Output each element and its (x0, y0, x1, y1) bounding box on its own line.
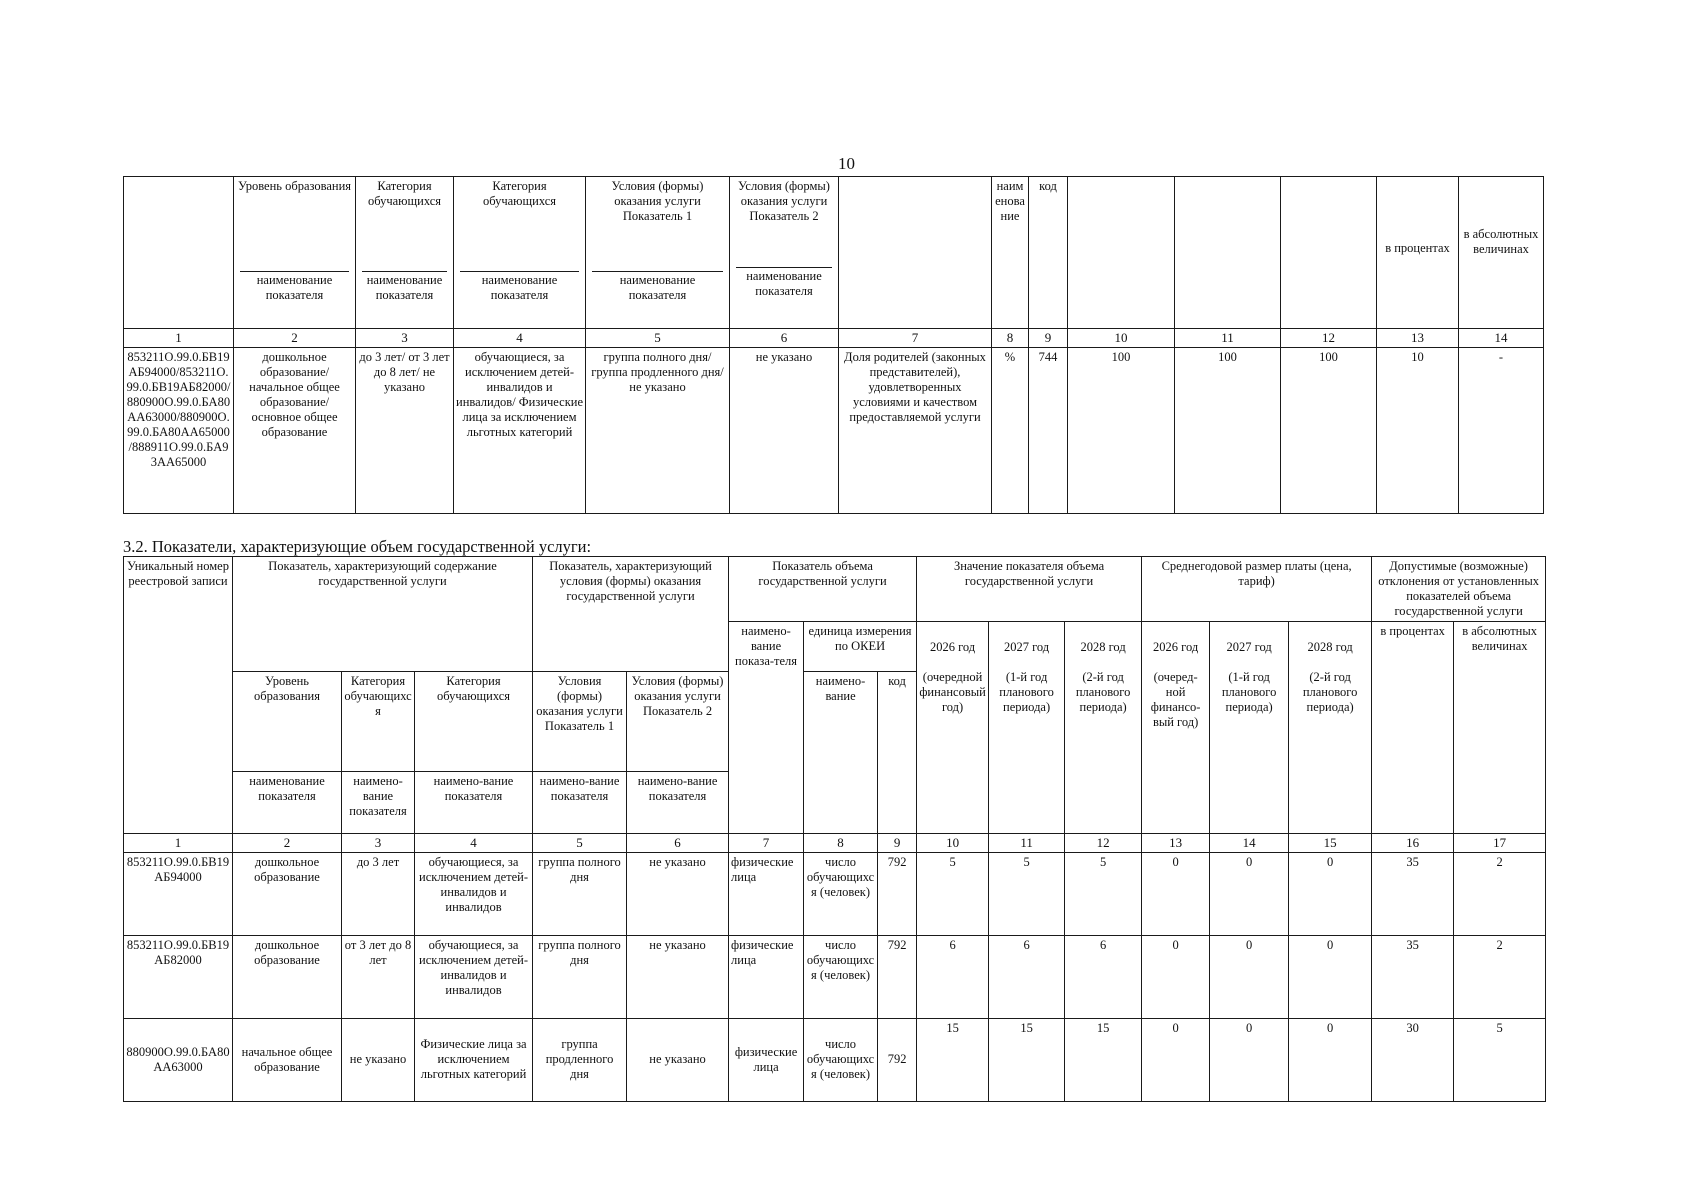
t2-cell: не указано (627, 935, 729, 1018)
t2-cell: до 3 лет (342, 852, 415, 935)
t2-cell: 792 (878, 1018, 917, 1101)
t1-col-number: 12 (1281, 329, 1377, 348)
t1-h14: в абсолютных величинах (1459, 177, 1544, 329)
volume-indicators-table (123, 556, 1546, 1102)
t1-deviation-pct: 10 (1377, 347, 1459, 513)
t1-col-number: 10 (1068, 329, 1175, 348)
t2-h-fee: Среднегодовой размер платы (цена, тариф) (1142, 557, 1372, 622)
t1-deviation-abs: - (1459, 347, 1544, 513)
t2-h-content: Показатель, характеризующий содержание государственной услуги (233, 557, 533, 672)
t2-col-number: 3 (342, 834, 415, 853)
t2-cell: начальное общее образование (233, 1018, 342, 1101)
t2-cell: 15 (989, 1018, 1065, 1101)
t1-col-number: 9 (1029, 329, 1068, 348)
t2-cell: 5 (917, 852, 989, 935)
t2-cell: 2 (1454, 852, 1546, 935)
t2-h-okei-name: наимено-вание (804, 672, 878, 834)
t2-cell: 35 (1372, 852, 1454, 935)
table-row (124, 1018, 1546, 1101)
t2-h-okei: единица измерения по ОКЕИ (804, 622, 917, 672)
t2-h-2026: 2026 год (очередной финансовый год) (917, 622, 989, 834)
t2-h-fee-2028: 2028 год (2-й год планового периода) (1289, 622, 1372, 834)
t2-cell: физические лица (729, 935, 804, 1018)
t2-h-vol-name: наимено-вание показа-теля (729, 622, 804, 834)
t1-value-2028: 100 (1281, 347, 1377, 513)
t1-registry-numbers: 853211О.99.0.БВ19АБ94000/853211О.99.0.БВ19АБ82000/880900О.99.0.БА80АА63000/880900О.99.0.БА80АА65000/888911О.99.0.БА93АА65000 (124, 347, 234, 513)
t1-h3: Категория обучающихся наименование показателя (356, 177, 454, 329)
t1-h1 (124, 177, 234, 329)
t2-cell: группа полного дня (533, 935, 627, 1018)
t2-col-number: 7 (729, 834, 804, 853)
t2-cell: 6 (1065, 935, 1142, 1018)
t1-h12 (1281, 177, 1377, 329)
t2-h-category-2: Категория обучающихся (415, 672, 533, 772)
t2-h-sub2: наимено-вание показателя (342, 772, 415, 834)
t2-h-sub4: наимено-вание показателя (533, 772, 627, 834)
table1-header-row (124, 177, 1544, 329)
t1-h8: наименование (992, 177, 1029, 329)
t2-cell: 853211О.99.0.БВ19АБ94000 (124, 852, 233, 935)
t2-h-2027: 2027 год (1-й год планового периода) (989, 622, 1065, 834)
t1-col-number: 3 (356, 329, 454, 348)
t2-col-number: 5 (533, 834, 627, 853)
t2-cell: 0 (1289, 852, 1372, 935)
t2-cell: число обучающихся (человек) (804, 1018, 878, 1101)
t2-h-sub5: наимено-вание показателя (627, 772, 729, 834)
t2-h-fee-2026: 2026 год (очеред-ной финансо-вый год) (1142, 622, 1210, 834)
t2-col-number: 4 (415, 834, 533, 853)
table-row (124, 852, 1546, 935)
t2-col-number: 8 (804, 834, 878, 853)
t2-cell: не указано (342, 1018, 415, 1101)
t1-h6: Условия (формы) оказания услуги Показатель 2 наименование показателя (730, 177, 839, 329)
t2-cell: число обучающихся (человек) (804, 935, 878, 1018)
t2-cell: обучающиеся, за исключением детей-инвалидов и инвалидов (415, 852, 533, 935)
t2-header-row-1 (124, 557, 1546, 622)
t2-h-deviation: Допустимые (возможные) отклонения от установленных показателей объема государственной услуги (1372, 557, 1546, 622)
t2-cell: дошкольное образование (233, 935, 342, 1018)
t1-col-number: 4 (454, 329, 586, 348)
t1-col-number: 13 (1377, 329, 1459, 348)
t2-h-level: Уровень образования (233, 672, 342, 772)
t2-h-volume: Показатель объема государственной услуги (729, 557, 917, 622)
t2-h-condition-2: Условия (формы) оказания услуги Показатель 2 (627, 672, 729, 772)
t2-cell: 5 (1454, 1018, 1546, 1101)
t2-number-row (124, 834, 1546, 853)
t2-cell: число обучающихся (человек) (804, 852, 878, 935)
t2-cell: 35 (1372, 935, 1454, 1018)
t2-col-number: 15 (1289, 834, 1372, 853)
t2-cell: 0 (1142, 935, 1210, 1018)
t2-cell: 880900О.99.0.БА80АА63000 (124, 1018, 233, 1101)
t1-value-2027: 100 (1175, 347, 1281, 513)
t1-h9: код (1029, 177, 1068, 329)
t2-h-category: Категория обучающихся (342, 672, 415, 772)
t2-cell: 15 (917, 1018, 989, 1101)
t2-cell: 5 (1065, 852, 1142, 935)
t2-cell: 853211О.99.0.БВ19АБ82000 (124, 935, 233, 1018)
t1-col-number: 6 (730, 329, 839, 348)
t2-cell: 0 (1210, 1018, 1289, 1101)
t2-h-sub3: наимено-вание показателя (415, 772, 533, 834)
t1-unit: % (992, 347, 1029, 513)
t1-h10 (1068, 177, 1175, 329)
t2-cell: группа полного дня (533, 852, 627, 935)
t2-col-number: 13 (1142, 834, 1210, 853)
t2-cell: 792 (878, 935, 917, 1018)
t1-service-form: группа полного дня/ группа продленного дня/ не указано (586, 347, 730, 513)
t2-h-abs: в абсолютных величинах (1454, 622, 1546, 834)
t2-cell: не указано (627, 852, 729, 935)
t1-value-2026: 100 (1068, 347, 1175, 513)
table-row (124, 935, 1546, 1018)
t2-cell: 5 (989, 852, 1065, 935)
t2-h-2028: 2028 год (2-й год планового периода) (1065, 622, 1142, 834)
table1-number-row (124, 329, 1544, 348)
t2-col-number: 14 (1210, 834, 1289, 853)
t2-cell: не указано (627, 1018, 729, 1101)
t2-col-number: 11 (989, 834, 1065, 853)
t2-col-number: 6 (627, 834, 729, 853)
table1-data-row (124, 347, 1544, 513)
t2-h-sub1: наименование показателя (233, 772, 342, 834)
t2-col-number: 12 (1065, 834, 1142, 853)
t2-col-number: 10 (917, 834, 989, 853)
t1-col-number: 14 (1459, 329, 1544, 348)
t2-cell: 0 (1210, 852, 1289, 935)
t2-cell: 792 (878, 852, 917, 935)
t1-h7 (839, 177, 992, 329)
t1-col-number: 8 (992, 329, 1029, 348)
t2-cell: 0 (1142, 852, 1210, 935)
t1-service-form-2: не указано (730, 347, 839, 513)
t2-h-value: Значение показателя объема государственной услуги (917, 557, 1142, 622)
t2-cell: 2 (1454, 935, 1546, 1018)
t1-col-number: 7 (839, 329, 992, 348)
t2-cell: физические лица (729, 1018, 804, 1101)
t2-h-pct: в процентах (1372, 622, 1454, 834)
t2-cell: 0 (1289, 935, 1372, 1018)
t2-cell: 0 (1142, 1018, 1210, 1101)
t1-h5: Условия (формы) оказания услуги Показатель 1 наименование показателя (586, 177, 730, 329)
section-title: 3.2. Показатели, характеризующие объем государственной услуги: (123, 537, 592, 556)
t2-h-unique: Уникальный номер реестровой записи (124, 557, 233, 834)
t2-cell: 0 (1210, 935, 1289, 1018)
t2-h-condition-1: Условия (формы) оказания услуги Показатель 1 (533, 672, 627, 772)
t2-cell: обучающиеся, за исключением детей-инвалидов и инвалидов (415, 935, 533, 1018)
t1-col-number: 5 (586, 329, 730, 348)
t1-student-category: до 3 лет/ от 3 лет до 8 лет/ не указано (356, 347, 454, 513)
t2-col-number: 2 (233, 834, 342, 853)
t2-col-number: 9 (878, 834, 917, 853)
t2-cell: 15 (1065, 1018, 1142, 1101)
t2-h-fee-2027: 2027 год (1-й год планового периода) (1210, 622, 1289, 834)
t1-col-number: 2 (234, 329, 356, 348)
t2-h-conditions: Показатель, характеризующий условия (формы) оказания государственной услуги (533, 557, 729, 672)
t1-col-number: 1 (124, 329, 234, 348)
page-number: 10 (838, 154, 855, 173)
t1-student-category-2: обучающиеся, за исключением детей-инвалидов и инвалидов/ Физические лица за исключением льготных категорий (454, 347, 586, 513)
t1-okei-code: 744 (1029, 347, 1068, 513)
t2-cell: физические лица (729, 852, 804, 935)
t2-cell: 30 (1372, 1018, 1454, 1101)
t2-col-number: 1 (124, 834, 233, 853)
quality-indicators-table (123, 176, 1544, 514)
t1-h13: в процентах (1377, 177, 1459, 329)
t2-cell: от 3 лет до 8 лет (342, 935, 415, 1018)
t1-col-number: 11 (1175, 329, 1281, 348)
t1-education-level: дошкольное образование/ начальное общее образование/ основное общее образование (234, 347, 356, 513)
t2-cell: 6 (989, 935, 1065, 1018)
t1-h11 (1175, 177, 1281, 329)
t2-cell: 6 (917, 935, 989, 1018)
t2-cell: Физические лица за исключением льготных категорий (415, 1018, 533, 1101)
t2-col-number: 16 (1372, 834, 1454, 853)
t2-cell: группа продленного дня (533, 1018, 627, 1101)
t2-col-number: 17 (1454, 834, 1546, 853)
t2-cell: дошкольное образование (233, 852, 342, 935)
t1-h4: Категория обучающихся наименование показателя (454, 177, 586, 329)
t2-h-okei-code: код (878, 672, 917, 834)
t1-indicator-name: Доля родителей (законных представителей), удовлетворенных условиями и качеством предоставляемой услуги (839, 347, 992, 513)
t1-h2: Уровень образования наименование показателя (234, 177, 356, 329)
t2-cell: 0 (1289, 1018, 1372, 1101)
